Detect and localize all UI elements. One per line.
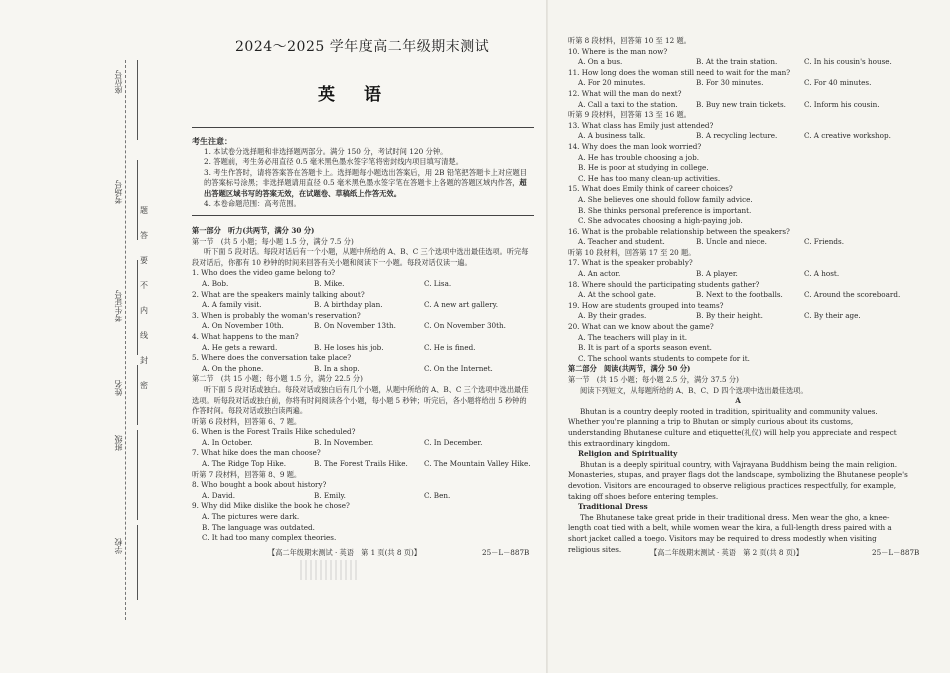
option[interactable]: C. It had too many complex theories.	[202, 533, 337, 543]
section-directions: 听下面 5 段对话。每段对话后有一个小题，从题中所给的 A、B、C 三个选项中选出最佳选项。听完每段对话后，你都有 10 秒钟的时间来回答有关小题和阅读下一小题。每段对话仅读一遍。	[192, 247, 529, 267]
material-note: 听第 6 段材料，回答第 6、7 题。	[192, 416, 302, 426]
question: 8. Who bought a book about history?	[192, 480, 327, 490]
option[interactable]: A. An actor.	[578, 269, 621, 279]
question: 14. Why does the man look worried?	[568, 141, 702, 151]
field-class[interactable]	[137, 430, 138, 520]
notice-item: 4. 本卷命题范围：高考范围。	[204, 199, 301, 208]
option[interactable]: B. A birthday plan.	[314, 300, 383, 310]
paper-code: 25－L－887B	[872, 548, 920, 557]
seal-char: 不	[140, 281, 148, 290]
option[interactable]: A. In October.	[202, 437, 253, 447]
question: 1. Who does the video game belong to?	[192, 268, 336, 278]
options	[192, 321, 532, 332]
label-name: 姓名	[114, 380, 123, 396]
options	[192, 459, 532, 470]
question: 11. How long does the woman still need to wait for the man?	[568, 67, 791, 77]
page-footer: 【高二年级期末测试 · 英语 第 1 页(共 8 页)】	[268, 548, 421, 557]
option[interactable]: B. He is poor at studying in college.	[578, 163, 709, 173]
seal-char: 题	[140, 206, 148, 215]
option[interactable]: C. Around the scoreboard.	[804, 290, 901, 300]
option[interactable]: C. The school wants students to compete for it.	[578, 353, 750, 363]
options	[568, 269, 908, 280]
notice-item: 2. 答题前，考生务必用直径 0.5 毫米黑色墨水签字笔将密封线内项目填写清楚。	[204, 157, 464, 166]
question: 4. What happens to the man?	[192, 331, 299, 341]
seal-char: 密	[140, 381, 148, 390]
label-exam-id: 考生证号	[114, 290, 123, 322]
option[interactable]: C. Inform his cousin.	[804, 99, 880, 109]
option[interactable]: A. For 20 minutes.	[578, 78, 646, 88]
options	[192, 343, 532, 354]
question: 13. What class has Emily just attended?	[568, 120, 714, 130]
options	[192, 279, 532, 290]
option[interactable]: B. Mike.	[314, 278, 345, 288]
option[interactable]: C. He has too many clean-up activities.	[578, 173, 721, 183]
question: 10. Where is the man now?	[568, 46, 668, 56]
option[interactable]: A. On a bus.	[578, 57, 623, 67]
option[interactable]: A. He has trouble choosing a job.	[578, 152, 699, 162]
section-heading: 第二节 (共 15 小题；每小题 1.5 分，满分 22.5 分)	[192, 374, 363, 384]
option[interactable]: C. In his cousin's house.	[804, 57, 892, 67]
notice-item-text: 3. 考生作答时，请将答案答在答题卡上。选择题每小题选出答案后，用 2B 铅笔把答题卡上对应题目的答案标号涂黑；非选择题请用直径 0.5 毫米黑色墨水签字笔在答题卡上各题的答题区域内作答，	[204, 167, 528, 187]
option[interactable]: B. She thinks personal preference is important.	[578, 205, 752, 215]
section-directions: 听下面 5 段对话或独白。每段对话或独白后有几个小题，从题中所给的 A、B、C 三个选项中选出最佳选项。听每段对话或独白前，你将有时间阅读各个小题，每小题 5 秒钟；听完后，各小题将给出 5 秒钟的作答时间。每段对话或独白读两遍。	[192, 384, 529, 416]
question: 19. How are students grouped into teams?	[568, 300, 724, 310]
option[interactable]: A. She believes one should follow family advice.	[578, 194, 753, 204]
seal-line	[125, 60, 126, 620]
section-heading: 第一节 (共 5 小题；每小题 1.5 分，满分 7.5 分)	[192, 236, 354, 246]
option[interactable]: A. David.	[202, 490, 236, 500]
passage-paragraph: Bhutan is a country deeply rooted in tradition, spirituality and community values. Whether you're planning a trip to Bhutan or simply curious about its customs, understanding Bhutanese culture and etiquette(礼仪) will help you appreciate and respect this extraordinary kingdom.	[568, 406, 897, 448]
seal-warning	[140, 205, 148, 391]
option[interactable]: B. Uncle and niece.	[696, 237, 767, 247]
option[interactable]: A. A family visit.	[202, 300, 262, 310]
option[interactable]: A. Bob.	[202, 278, 229, 288]
options	[192, 491, 532, 502]
option[interactable]: C. The Mountain Valley Hike.	[424, 459, 531, 469]
option[interactable]: B. It is part of a sports season event.	[578, 343, 712, 353]
page-footer: 【高二年级期末测试 · 英语 第 2 页(共 8 页)】	[650, 548, 803, 557]
question: 3. When is probably the woman's reservation?	[192, 310, 361, 320]
divider	[192, 127, 534, 128]
option[interactable]: A. On November 10th.	[202, 321, 284, 331]
exam-title: 2024～2025 学年度高二年级期末测试	[235, 39, 490, 55]
question: 5. Where does the conversation take place?	[192, 353, 352, 363]
question: 16. What is the probable relationship between the speakers?	[568, 226, 790, 236]
question: 18. Where should the participating students gather?	[568, 279, 760, 289]
notice-heading: 考生注意：	[192, 136, 232, 146]
question: 6. When is the Forest Trails Hike scheduled?	[192, 427, 356, 437]
candidate-notice	[192, 136, 532, 210]
section-directions: 阅读下列短文，从每题所给的 A、B、C、D 四个选项中选出最佳选项。	[580, 385, 808, 395]
notice-bold-text: 超出答题区域书写的答案无效，在试题卷、草稿纸上作答无效。	[204, 178, 527, 198]
seal-char: 要	[140, 256, 148, 265]
option[interactable]: C. A creative workshop.	[804, 131, 891, 141]
option[interactable]: C. On November 30th.	[424, 321, 506, 331]
question: 12. What will the man do next?	[568, 88, 682, 98]
option[interactable]: B. By their height.	[696, 311, 763, 321]
question: 15. What does Emily think of career choices?	[568, 184, 733, 194]
option[interactable]: B. In November.	[314, 437, 374, 447]
option[interactable]: B. A recycling lecture.	[696, 131, 778, 141]
option[interactable]: C. A host.	[804, 269, 840, 279]
material-note: 听第 10 段材料，回答第 17 至 20 题。	[568, 247, 696, 257]
options	[568, 100, 908, 111]
divider	[192, 215, 534, 216]
seal-char: 答	[140, 231, 148, 240]
option[interactable]: B. The language was outdated.	[202, 522, 315, 532]
option[interactable]: B. On November 13th.	[314, 321, 396, 331]
exam-subject: 英 语	[318, 85, 387, 105]
seal-char: 内	[140, 306, 148, 315]
option[interactable]: C. Lisa.	[424, 278, 452, 288]
label-exam-room: 考场号	[114, 180, 123, 204]
question: 2. What are the speakers mainly talking about?	[192, 289, 365, 299]
label-class: 班级	[114, 435, 123, 451]
option[interactable]: B. Next to the footballs.	[696, 290, 783, 300]
material-note: 听第 8 段材料，回答第 10 至 12 题。	[568, 36, 691, 45]
options	[568, 237, 908, 248]
option[interactable]: C. A new art gallery.	[424, 300, 499, 310]
option[interactable]: C. In December.	[424, 437, 483, 447]
part-heading: 第一部分 听力(共两节，满分 30 分)	[192, 226, 315, 235]
option[interactable]: C. For 40 minutes.	[804, 78, 872, 88]
option[interactable]: C. Friends.	[804, 237, 844, 247]
options	[192, 438, 532, 449]
option[interactable]: A. The Ridge Top Hike.	[202, 459, 287, 469]
options	[568, 290, 908, 301]
right-column	[568, 36, 908, 555]
label-school: 学校	[114, 538, 123, 554]
option[interactable]: C. Ben.	[424, 490, 451, 500]
option[interactable]: A. Call a taxi to the station.	[578, 99, 678, 109]
material-note: 听第 7 段材料，回答第 8、9 题。	[192, 469, 302, 479]
binding-strip	[95, 60, 143, 620]
passage-paragraph: Bhutan is a deeply spiritual country, with Vajrayana Buddhism being the main religion. Monasteries, stupas, and prayer flags dot the landscape, symbolizing the Bhutanese people's devotion. Visitors are encouraged to observe religious practices respectfully, for example, taking off shoes before entering temples.	[568, 459, 908, 501]
option[interactable]: B. In a shop.	[314, 363, 360, 373]
option[interactable]: B. Buy new train tickets.	[696, 99, 786, 109]
notice-item	[192, 168, 532, 200]
options	[568, 311, 908, 322]
field-seat-number[interactable]	[137, 60, 138, 140]
option[interactable]: A. He gets a reward.	[202, 342, 278, 352]
option[interactable]: C. He is fined.	[424, 342, 476, 352]
option[interactable]: B. He loses his job.	[314, 342, 384, 352]
question: 9. Why did Mike dislike the book he chose?	[192, 501, 350, 511]
left-column	[192, 226, 532, 544]
passage-label: A	[735, 396, 741, 406]
seal-char: 封	[140, 356, 148, 365]
option[interactable]: A. The teachers will play in it.	[578, 332, 688, 342]
option[interactable]: A. At the school gate.	[578, 290, 656, 300]
passage-paragraph: The Bhutanese take great pride in their traditional dress. Men wear the gho, a knee-length coat tied with a belt, while women wear the kira, a full-length dress paired with a short jacket called a toego. Visitors may be required to dress modestly when visiting religious sites.	[568, 512, 892, 554]
option[interactable]: A. The pictures were dark.	[202, 512, 300, 522]
paper-code: 25－L－887B	[482, 548, 530, 557]
label-seat-number: 座位号	[114, 70, 123, 94]
option[interactable]: A. A business talk.	[578, 131, 646, 141]
field-exam-room[interactable]	[137, 160, 138, 240]
section-heading: 第一节 (共 15 小题；每小题 2.5 分，满分 37.5 分)	[568, 375, 739, 384]
options	[192, 300, 532, 311]
part-heading: 第二部分 阅读(共两节，满分 50 分)	[568, 364, 691, 374]
option[interactable]: A. Teacher and student.	[578, 237, 665, 247]
option[interactable]: B. For 30 minutes.	[696, 78, 764, 88]
seal-char: 线	[140, 331, 148, 340]
material-note: 听第 9 段材料，回答第 13 至 16 题。	[568, 110, 691, 120]
options	[568, 57, 908, 68]
option[interactable]: B. The Forest Trails Hike.	[314, 459, 408, 469]
option[interactable]: A. By their grades.	[578, 311, 647, 321]
passage-subheading: Traditional Dress	[578, 502, 648, 512]
notice-item: 1. 本试卷分选择题和非选择题两部分。满分 150 分，考试时间 120 分钟。	[204, 146, 448, 156]
option[interactable]: C. She advocates choosing a high-paying job.	[578, 216, 743, 226]
faded-stamp	[300, 560, 360, 580]
field-name[interactable]	[137, 365, 138, 425]
field-school[interactable]	[137, 525, 138, 600]
option[interactable]: B. A player.	[696, 269, 738, 279]
passage-subheading: Religion and Spirituality	[578, 449, 678, 459]
question: 20. What can we know about the game?	[568, 322, 714, 332]
option[interactable]: B. At the train station.	[696, 57, 778, 67]
option[interactable]: C. By their age.	[804, 311, 861, 321]
question: 7. What hike does the man choose?	[192, 448, 321, 458]
option[interactable]: B. Emily.	[314, 490, 346, 500]
options	[568, 131, 908, 142]
field-exam-id[interactable]	[137, 260, 138, 355]
option[interactable]: C. On the Internet.	[424, 363, 493, 373]
question: 17. What is the speaker probably?	[568, 258, 693, 268]
options	[568, 78, 908, 89]
options	[192, 364, 532, 375]
option[interactable]: A. On the phone.	[202, 363, 264, 373]
